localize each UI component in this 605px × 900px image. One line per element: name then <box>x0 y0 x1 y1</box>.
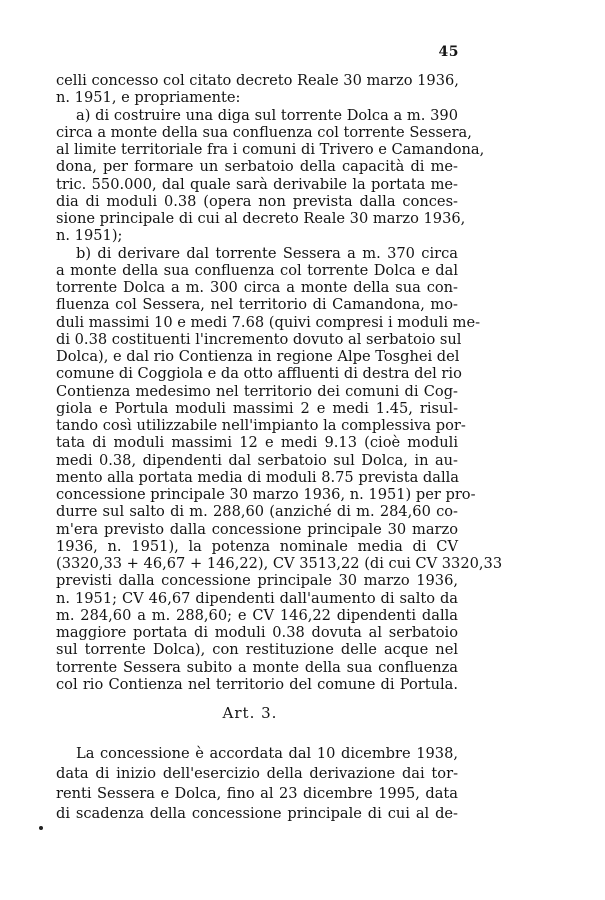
text-line: tando così utilizzabile nell'impianto la complessiva por- <box>56 417 466 434</box>
text-line: b) di derivare dal torrente Sessera a m. 370 circa <box>76 245 458 262</box>
page-number: 45 <box>438 44 459 60</box>
text-line: (3320,33 + 46,67 + 146,22), CV 3513,22 (di cui CV 3320,33 <box>56 555 503 572</box>
text-line: a) di costruire una diga sul torrente Dolca a m. 390 <box>76 107 458 124</box>
article-text-line: di scadenza della concessione principale di cui al de- <box>56 805 458 822</box>
text-line: n. 1951); <box>56 227 123 244</box>
text-line: giola e Portula moduli massimi 2 e medi 1.45, risul- <box>56 400 458 417</box>
text-line: n. 1951, e propriamente: <box>56 89 241 106</box>
text-line: celli concesso col citato decreto Reale 30 marzo 1936, <box>56 72 459 89</box>
text-line: m. 284,60 a m. 288,60; e CV 146,22 dipendenti dalla <box>56 607 458 624</box>
text-line: medi 0.38, dipendenti dal serbatoio sul Dolca, in au- <box>56 452 458 469</box>
text-line: col rio Contienza nel territorio del comune di Portula. <box>56 676 458 693</box>
text-line: torrente Sessera subito a monte della sua confluenza <box>56 659 458 676</box>
text-line: sul torrente Dolca), con restituzione delle acque nel <box>56 641 458 658</box>
text-line: previsti dalla concessione principale 30 marzo 1936, <box>56 572 458 589</box>
article-text-line: renti Sessera e Dolca, fino al 23 dicembre 1995, data <box>56 785 458 802</box>
text-line: m'era previsto dalla concessione principale 30 marzo <box>56 521 458 538</box>
ink-speck <box>39 826 43 830</box>
text-line: dia di moduli 0.38 (opera non prevista dalla conces- <box>56 193 458 210</box>
article-text-line: data di inizio dell'esercizio della derivazione dai tor- <box>56 765 458 782</box>
text-line: dona, per formare un serbatoio della capacità di me- <box>56 158 458 175</box>
text-line: duli massimi 10 e medi 7.68 (quivi compresi i moduli me- <box>56 314 481 331</box>
text-line: durre sul salto di m. 288,60 (anziché di m. 284,60 co- <box>56 503 458 520</box>
text-line: mento alla portata media di moduli 8.75 prevista dalla <box>56 469 459 486</box>
text-line: Contienza medesimo nel territorio dei comuni di Cog- <box>56 383 458 400</box>
text-line: comune di Coggiola e da otto affluenti di destra del rio <box>56 365 462 382</box>
text-line: tric. 550.000, dal quale sarà derivabile la portata me- <box>56 176 458 193</box>
text-line: concessione principale 30 marzo 1936, n. 1951) per pro- <box>56 486 476 503</box>
article-text-line: La concessione è accordata dal 10 dicembre 1938, <box>76 745 458 762</box>
text-line: di 0.38 costituenti l'incremento dovuto al serbatoio sul <box>56 331 462 348</box>
text-line: sione principale di cui al decreto Reale 30 marzo 1936, <box>56 210 466 227</box>
text-line: al limite territoriale fra i comuni di Trivero e Camandona, <box>56 141 485 158</box>
text-line: 1936, n. 1951), la potenza nominale media di CV <box>56 538 458 555</box>
text-line: tata di moduli massimi 12 e medi 9.13 (cioè moduli <box>56 434 458 451</box>
text-line: a monte della sua confluenza col torrente Dolca e dal <box>56 262 458 279</box>
text-line: maggiore portata di moduli 0.38 dovuta al serbatoio <box>56 624 458 641</box>
text-line: circa a monte della sua confluenza col torrente Sessera, <box>56 124 472 141</box>
text-line: torrente Dolca a m. 300 circa a monte della sua con- <box>56 279 458 296</box>
text-line: n. 1951; CV 46,67 dipendenti dall'aumento di salto da <box>56 590 458 607</box>
text-line: fluenza col Sessera, nel territorio di Camandona, mo- <box>56 296 458 313</box>
article-heading: Art. 3. <box>222 704 278 722</box>
text-line: Dolca), e dal rio Contienza in regione Alpe Tosghei del <box>56 348 460 365</box>
